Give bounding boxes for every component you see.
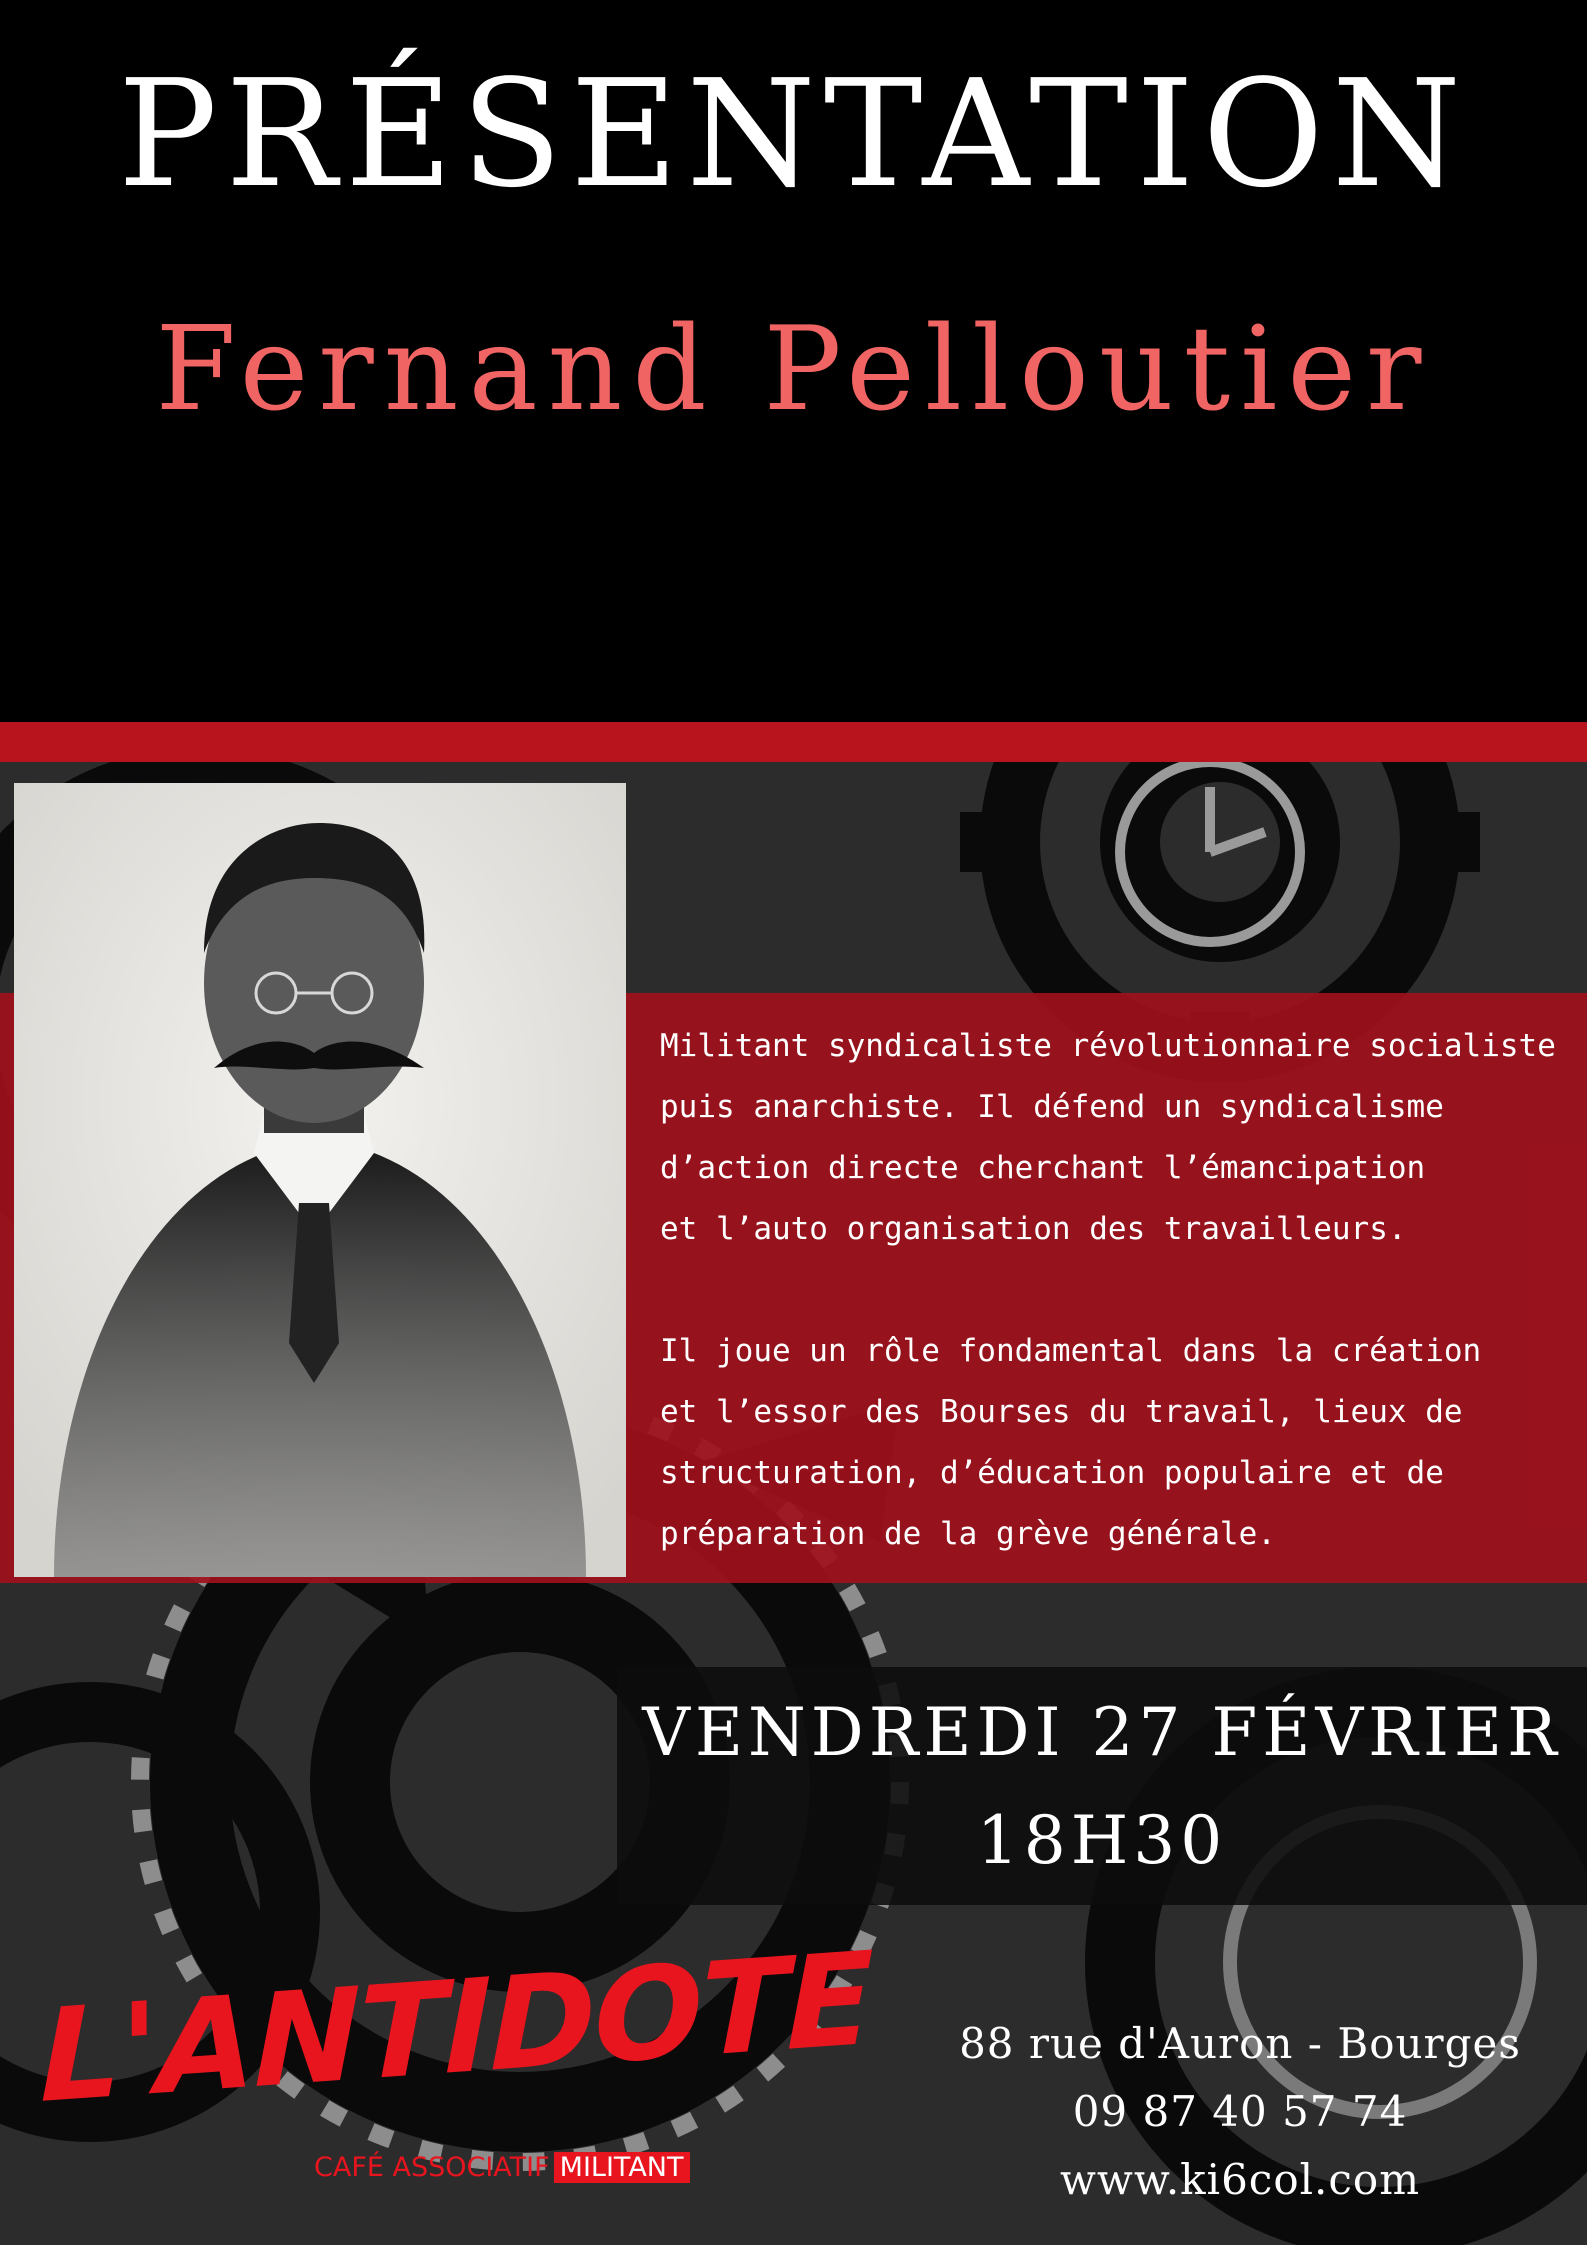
logo-tagline (310, 2149, 720, 2187)
poster-title: PRÉSENTATION (117, 48, 1470, 220)
bio-paragraph-2: Il joue un rôle fondamental dans la création et l’essor des Bourses du travail, lieux de structuration, d’éducation populaire et de préparation de la grève générale. (660, 1333, 1482, 1552)
contact-website[interactable]: www.ki6col.com (1059, 2155, 1421, 2204)
contact-block (910, 2010, 1570, 2214)
event-time: 18H30 (976, 1802, 1228, 1879)
event-date: VENDREDI 27 FÉVRIER (642, 1694, 1562, 1771)
logo-tagline-part1: CAFÉ ASSOCIATIF (314, 2152, 550, 2183)
logo-title: L'ANTIDOTE (40, 1924, 872, 2132)
contact-address: 88 rue d'Auron - Bourges (959, 2019, 1521, 2068)
header-band (0, 0, 1587, 722)
contact-phone: 09 87 40 57 74 (1072, 2087, 1408, 2136)
portrait-photograph-icon (14, 783, 626, 1577)
portrait-photo (14, 783, 626, 1577)
bio-paragraph-1: Militant syndicaliste révolutionnaire socialiste puis anarchiste. Il défend un syndicalisme d’action directe cherchant l’émancipation et l’auto organisation des travailleurs. (660, 1028, 1556, 1247)
antidote-logo (40, 1924, 872, 2214)
bio-text (660, 1016, 1570, 1565)
speaker-name: Fernand Pelloutier (155, 302, 1432, 437)
red-divider-stripe (0, 722, 1587, 762)
logo-tagline-part2: MILITANT (554, 2152, 690, 2183)
